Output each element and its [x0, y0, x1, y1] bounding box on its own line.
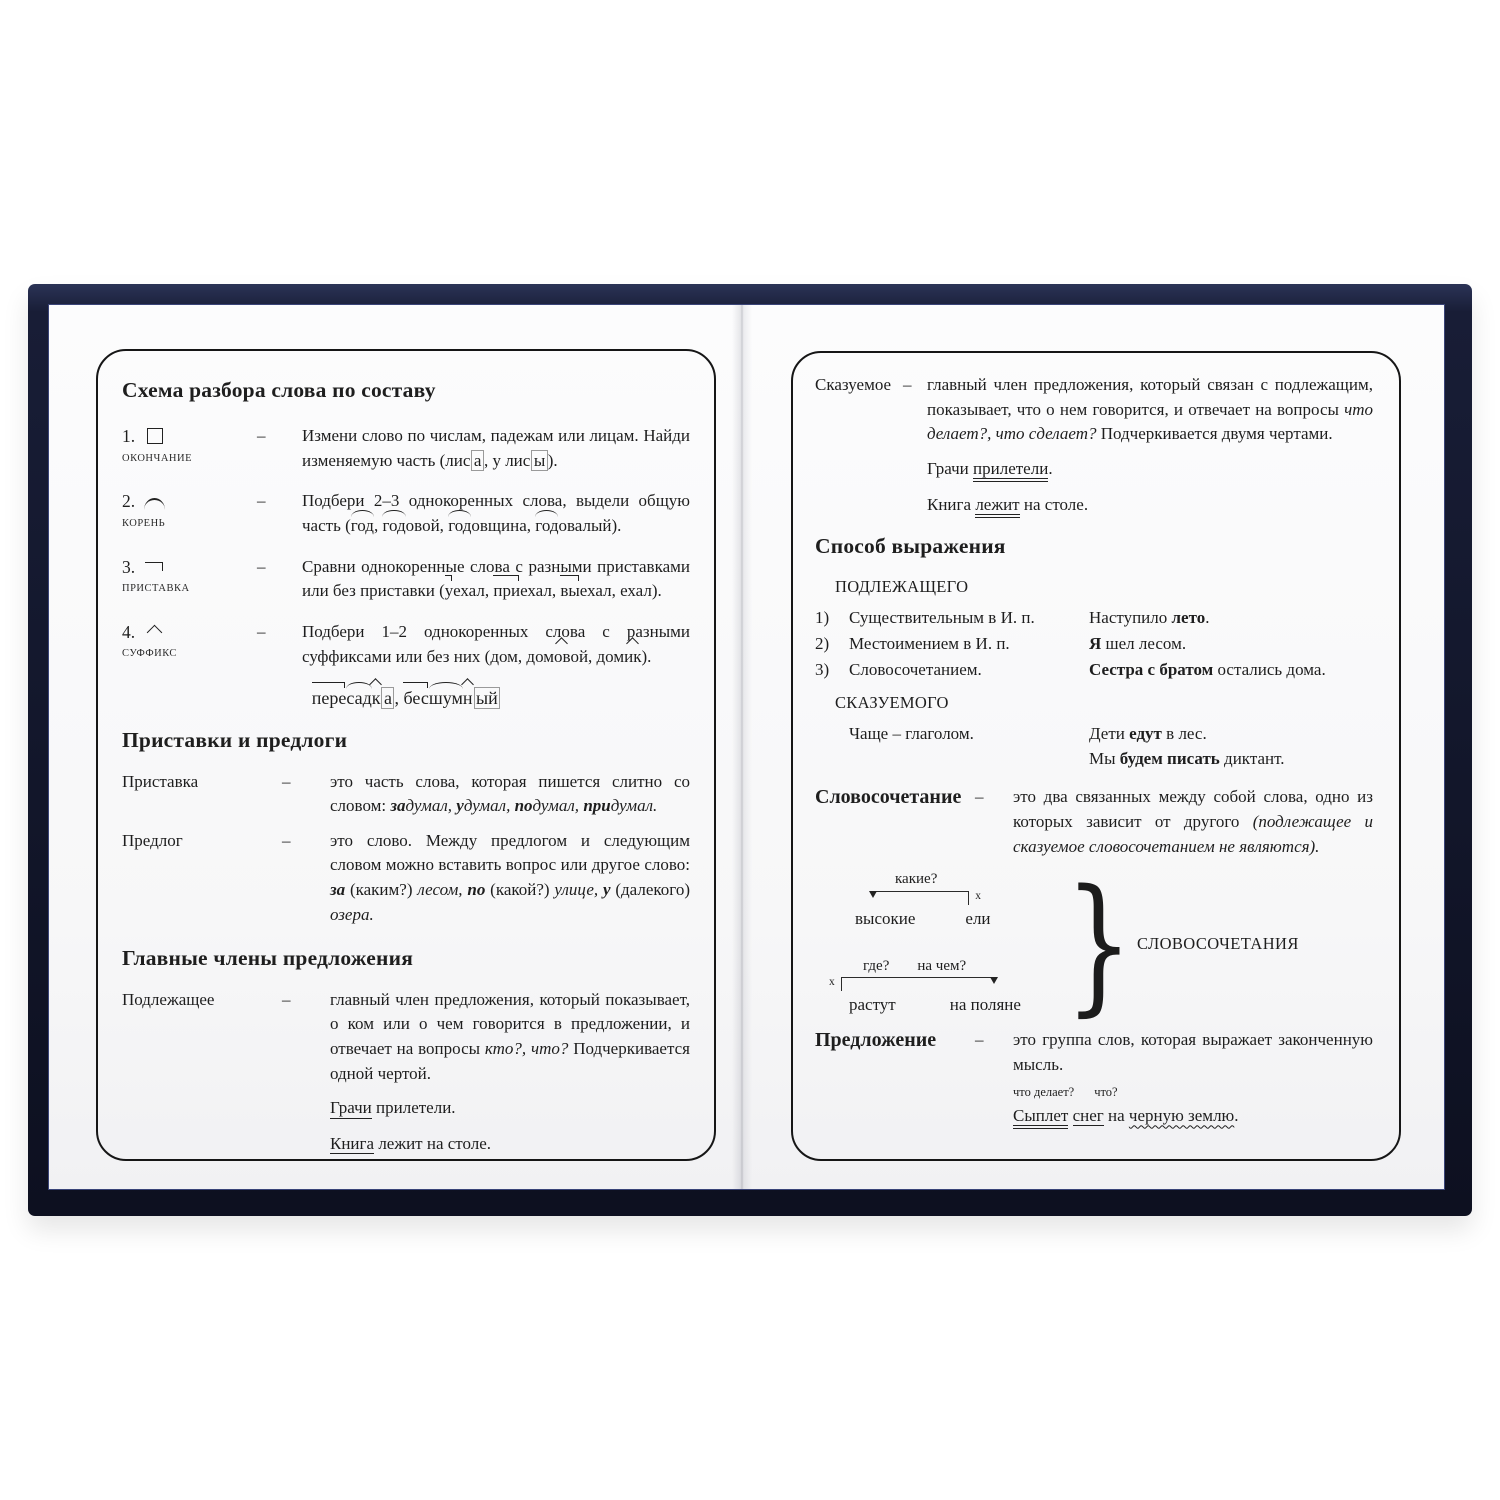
- dependency-arrow: [873, 890, 981, 905]
- item-text: Сравни однокоренные слова с разными приставками или без приставки (уехал, приехал, выехал, ехал).: [302, 556, 690, 601]
- term-label: Приставка: [122, 771, 199, 791]
- term-definition: это часть слова, которая пишется слитно со словом: задумал, удумал, подумал, придумал.: [330, 771, 690, 816]
- dependent-word: высокие: [855, 909, 916, 929]
- curly-brace: }: [1065, 857, 1133, 1030]
- head-word: растут: [849, 995, 896, 1015]
- row-example: Наступило лето.: [1089, 608, 1210, 628]
- expression-row: [815, 606, 1373, 631]
- term-label: Предлог: [122, 830, 183, 850]
- item-dash: –: [257, 622, 266, 642]
- term-row: [815, 785, 1373, 859]
- term-label: Подлежащее: [122, 989, 215, 1009]
- item-dash: –: [257, 491, 266, 511]
- book-gutter: [732, 305, 752, 1189]
- morpheme-item: [122, 489, 690, 538]
- term-dash: –: [282, 989, 291, 1009]
- example-sentences: [927, 457, 1373, 517]
- pair-question: на чем?: [917, 957, 967, 974]
- item-text: Измени слово по числам, падежам или лицам. Найди изменяемую часть (лис а , у лис ы ).: [302, 426, 690, 470]
- word-combinations-label: СЛОВОСОЧЕТАНИЯ: [1137, 933, 1299, 953]
- row-example: Я шел лесом.: [1089, 633, 1187, 653]
- expression-row: [815, 722, 1373, 771]
- example-sentence: Сыплет снег на черную землю.: [1013, 1104, 1373, 1129]
- term-definition: это два связанных между собой слова, одно из которых зависит от другого (подлежащее и сказуемое словосочетанием не являются).: [1013, 787, 1373, 856]
- expression-row: [815, 658, 1373, 683]
- prefixes-section-title: Приставки и предлоги: [122, 728, 348, 753]
- item-label: ОКОНЧАНИЕ: [122, 452, 192, 464]
- term-definition: главный член предложения, который показывает, о ком или о чем говорится в предложении, и отвечает на вопросы кто?, что? Подчеркивается одной чертой.: [330, 989, 690, 1083]
- term-row: [815, 1028, 1373, 1128]
- item-text: Подбери 2–3 однокоренных слова, выдели общую часть (год, годовой, годовщина, годовалый).: [302, 491, 690, 536]
- example-sentence: Книга лежит на столе.: [927, 493, 1373, 518]
- row-means: Местоимением в И. п.: [849, 633, 1010, 653]
- ending-square-icon: [144, 427, 168, 445]
- term-dash: –: [975, 1030, 984, 1050]
- example-sentences: [330, 1096, 690, 1156]
- morpheme-item: [122, 424, 690, 473]
- dependency-arrow: [829, 976, 994, 991]
- word-pair: [815, 956, 1065, 1018]
- question-label: что делает?: [1013, 1085, 1075, 1100]
- word-combination-diagram: [815, 857, 1373, 1030]
- example-sentence: Книга лежит на столе.: [330, 1133, 492, 1153]
- root-arc-icon: [144, 492, 168, 510]
- row-example: [1089, 722, 1373, 771]
- morpheme-example: пересадк а , бесшумн ый: [122, 685, 690, 711]
- row-means: Чаще – глаголом.: [849, 724, 974, 744]
- dependent-word: на поляне: [949, 995, 1021, 1015]
- term-row: [815, 373, 1373, 447]
- sentence-questions: [1013, 1083, 1373, 1101]
- expression-row: [815, 632, 1373, 657]
- term-definition: это группа слов, которая выражает законченную мысль.: [1013, 1030, 1373, 1074]
- left-page-title: Схема разбора слова по составу: [122, 378, 436, 402]
- term-dash: –: [282, 771, 291, 791]
- term-row: [122, 770, 690, 819]
- head-word-marker: x: [975, 890, 981, 903]
- question-label: что?: [1094, 1085, 1118, 1100]
- term-dash: –: [903, 375, 912, 394]
- item-number: 3.: [122, 556, 136, 577]
- example-sentence: Мы будем писать диктант.: [1089, 748, 1285, 768]
- pair-question: какие?: [895, 871, 938, 888]
- row-number: [815, 722, 849, 771]
- row-number: 1): [815, 608, 830, 628]
- item-label: СУФФИКС: [122, 648, 177, 660]
- item-text: Подбери 1–2 однокоренных слова с разными суффиксами или без них (дом, домовой, домик).: [302, 622, 690, 666]
- row-means: Существительным в И. п.: [849, 608, 1035, 628]
- morpheme-item: [122, 555, 690, 604]
- head-word-marker: x: [829, 976, 835, 989]
- predicate-forms-label: СКАЗУЕМОГО: [835, 693, 949, 713]
- right-page-panel: [791, 351, 1401, 1161]
- row-means: Словосочетанием.: [849, 659, 982, 679]
- open-book: [28, 284, 1472, 1216]
- expression-section-title: Способ выражения: [815, 534, 1006, 559]
- item-dash: –: [257, 556, 266, 576]
- item-dash: –: [257, 426, 266, 446]
- term-dash: –: [282, 830, 291, 850]
- term-definition: это слово. Между предлогом и следующим словом можно вставить вопрос или другое слово: за (каким?) лесом, по (какой?) улице, у (далекого) озера.: [330, 830, 690, 924]
- row-example: Сестра с братом остались дома.: [1089, 659, 1326, 679]
- item-number: 1.: [122, 426, 136, 447]
- arrow-down-icon: [869, 891, 877, 898]
- example-sentence: Дети едут в лес.: [1089, 724, 1207, 744]
- example-sentence: Грачи прилетели.: [330, 1098, 456, 1118]
- word-pair: [815, 869, 1065, 931]
- item-number: 2.: [122, 491, 136, 512]
- main-members-title: Главные члены предложения: [122, 946, 414, 971]
- item-number: 4.: [122, 622, 136, 643]
- morpheme-item: [122, 620, 690, 669]
- term-label: Предложение: [815, 1029, 937, 1052]
- row-number: 2): [815, 633, 830, 653]
- suffix-caret-icon: [144, 623, 168, 641]
- pair-question: где?: [863, 957, 890, 974]
- row-number: 3): [815, 659, 830, 679]
- book-pages: [48, 304, 1445, 1190]
- item-label: КОРЕНЬ: [122, 517, 166, 529]
- term-definition: главный член предложения, который связан с подлежащим, показывает, что о нем говорится, и отвечает на вопросы что делает?, что сделает? Подчеркивается двумя чертами.: [927, 375, 1373, 444]
- left-page-panel: [96, 349, 716, 1161]
- prefix-angle-icon: [144, 558, 168, 576]
- arrow-down-icon: [990, 977, 998, 984]
- term-label: Словосочетание: [815, 786, 962, 809]
- example-sentence: Грачи прилетели.: [927, 457, 1373, 482]
- subject-forms-label: ПОДЛЕЖАЩЕГО: [835, 577, 969, 597]
- term-row: [122, 988, 690, 1087]
- item-label: ПРИСТАВКА: [122, 583, 190, 595]
- term-label: Сказуемое: [815, 375, 892, 394]
- head-word: ели: [965, 909, 991, 929]
- term-row: [122, 829, 690, 928]
- term-dash: –: [975, 787, 984, 807]
